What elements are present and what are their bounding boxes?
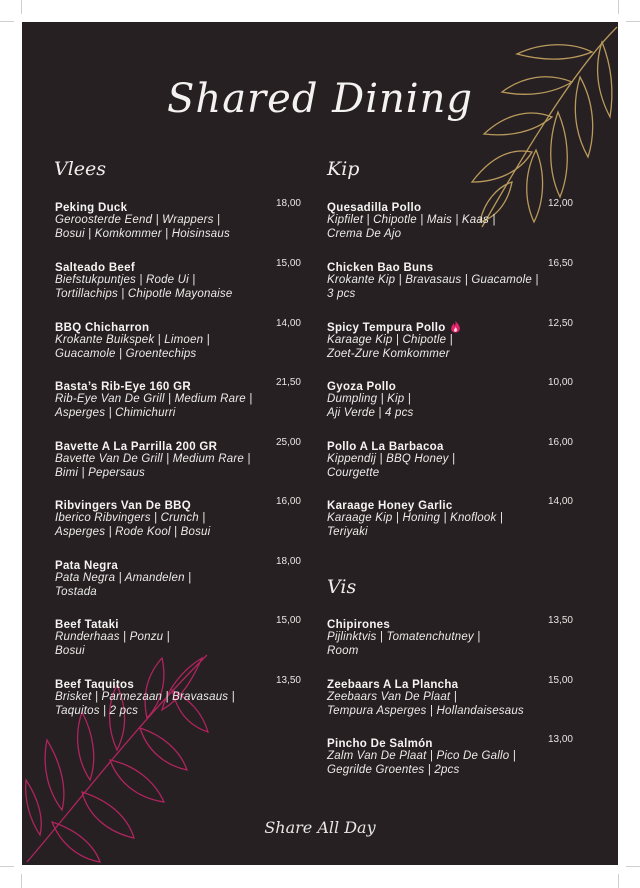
item-description: Karaage Kip | Chipotle | [327, 334, 453, 346]
crop-mark [21, 0, 22, 14]
menu-item [55, 198, 301, 241]
item-price: 12,00 [547, 198, 573, 209]
item-price: 13,50 [547, 615, 573, 626]
item-description: Krokante Buikspek | Limoen | [55, 334, 210, 346]
item-name: Salteado Beef [55, 262, 135, 274]
item-name: Beef Taquitos [55, 679, 135, 691]
footer-tagline: Share All Day [264, 818, 376, 837]
menu-item [327, 198, 573, 241]
menu-item [55, 615, 301, 658]
item-description: Tempura Asperges | Hollandaisesaus [327, 704, 524, 717]
item-price: 15,00 [275, 258, 301, 269]
item-description: Bimi | Pepersaus [55, 466, 145, 479]
menu-item [55, 437, 301, 480]
item-name: Spicy Tempura Pollo [327, 322, 446, 334]
item-description: Brisket | Parmezaan | Bravasaus | [55, 691, 235, 703]
item-name: Basta’s Rib-Eye 160 GR [55, 381, 191, 393]
item-name: Beef Tataki [55, 619, 119, 631]
menu-item [55, 258, 301, 301]
item-price: 21,50 [275, 377, 301, 388]
item-description: Gegrilde Groentes | 2pcs [327, 763, 460, 776]
item-price: 16,00 [275, 496, 301, 507]
item-name: Zeebaars A La Plancha [327, 679, 459, 691]
item-description: Taquitos | 2 pcs [55, 704, 139, 717]
section-title-vis: Vis [327, 576, 357, 598]
item-name: Quesadilla Pollo [327, 202, 422, 214]
item-name: Karaage Honey Garlic [327, 500, 453, 512]
menu-item [55, 496, 301, 539]
item-description: Kippendij | BBQ Honey | [327, 453, 456, 465]
item-name: Pollo A La Barbacoa [327, 441, 444, 453]
menu-item [327, 318, 573, 361]
item-description: Zoet-Zure Komkommer [327, 347, 450, 360]
item-price: 25,00 [275, 437, 301, 448]
item-description: Teriyaki [327, 525, 368, 538]
item-name: Chicken Bao Buns [327, 262, 434, 274]
menu-item [327, 496, 573, 539]
section-title-vlees: Vlees [54, 158, 107, 180]
crop-mark [618, 0, 619, 14]
menu-page [22, 22, 618, 865]
item-description: Guacamole | Groentechips [55, 347, 197, 360]
menu-item [327, 258, 573, 301]
item-price: 12,50 [547, 318, 573, 329]
menu-item [327, 437, 573, 480]
item-name: BBQ Chicharron [55, 322, 150, 334]
item-description: Pijlinktvis | Tomatenchutney | [327, 631, 481, 643]
item-name: Pata Negra [55, 560, 119, 572]
crop-mark [0, 21, 14, 22]
item-price: 15,00 [547, 675, 573, 686]
item-price: 15,00 [275, 615, 301, 626]
item-description: Asperges | Rode Kool | Bosui [55, 525, 211, 538]
item-description: Biefstukpuntjes | Rode Ui | [55, 274, 196, 286]
item-description: Aji Verde | 4 pcs [327, 406, 414, 419]
item-description: Runderhaas | Ponzu | [55, 631, 170, 643]
menu-item [55, 556, 301, 599]
crop-mark [626, 866, 640, 867]
menu-item [55, 377, 301, 420]
menu-item [55, 675, 301, 718]
menu-item [327, 675, 573, 718]
item-price: 18,00 [275, 556, 301, 567]
item-description: Rib-Eye Van De Grill | Medium Rare | [55, 393, 253, 405]
item-description: Zeebaars Van De Plaat | [327, 691, 457, 703]
item-description: Bosui | Komkommer | Hoisinsaus [55, 227, 230, 240]
item-description: Crema De Ajo [327, 227, 402, 240]
item-description: Zalm Van De Plaat | Pico De Gallo | [327, 750, 516, 762]
item-price: 16,50 [547, 258, 573, 269]
flame-icon [450, 320, 461, 333]
item-description: Geroosterde Eend | Wrappers | [55, 214, 221, 226]
item-price: 13,50 [275, 675, 301, 686]
crop-mark [0, 866, 14, 867]
crop-mark [21, 874, 22, 888]
item-name: Pincho De Salmón [327, 738, 433, 750]
menu-item [327, 615, 573, 658]
item-description: Pata Negra | Amandelen | [55, 572, 192, 584]
item-name: Bavette A La Parrilla 200 GR [55, 441, 218, 453]
item-price: 14,00 [547, 496, 573, 507]
item-description: Courgette [327, 466, 380, 479]
item-description: Karaage Kip | Honing | Knoflook | [327, 512, 504, 524]
item-name: Ribvingers Van De BBQ [55, 500, 192, 512]
item-price: 13,00 [547, 734, 573, 745]
item-description: Krokante Kip | Bravasaus | Guacamole | [327, 274, 539, 286]
item-description: Asperges | Chimichurri [55, 406, 176, 419]
crop-mark [618, 874, 619, 888]
item-name: Gyoza Pollo [327, 381, 397, 393]
item-price: 14,00 [275, 318, 301, 329]
menu-item [327, 734, 573, 777]
page-title: Shared Dining [167, 76, 473, 122]
item-description: Tortillachips | Chipotle Mayonaise [55, 287, 233, 300]
item-description: Kipfilet | Chipotle | Mais | Kaas | [327, 214, 496, 226]
item-price: 18,00 [275, 198, 301, 209]
item-description: Tostada [55, 585, 97, 598]
menu-item [327, 377, 573, 420]
item-description: Bavette Van De Grill | Medium Rare | [55, 453, 251, 465]
crop-mark [626, 21, 640, 22]
item-name: Peking Duck [55, 202, 128, 214]
item-price: 10,00 [547, 377, 573, 388]
menu-item [55, 318, 301, 361]
item-description: Room [327, 644, 359, 657]
section-title-kip: Kip [327, 158, 360, 180]
item-price: 16,00 [547, 437, 573, 448]
item-description: 3 pcs [327, 287, 356, 300]
item-description: Bosui [55, 644, 85, 657]
item-description: Iberico Ribvingers | Crunch | [55, 512, 206, 524]
item-name: Chipirones [327, 619, 391, 631]
item-description: Dumpling | Kip | [327, 393, 411, 405]
